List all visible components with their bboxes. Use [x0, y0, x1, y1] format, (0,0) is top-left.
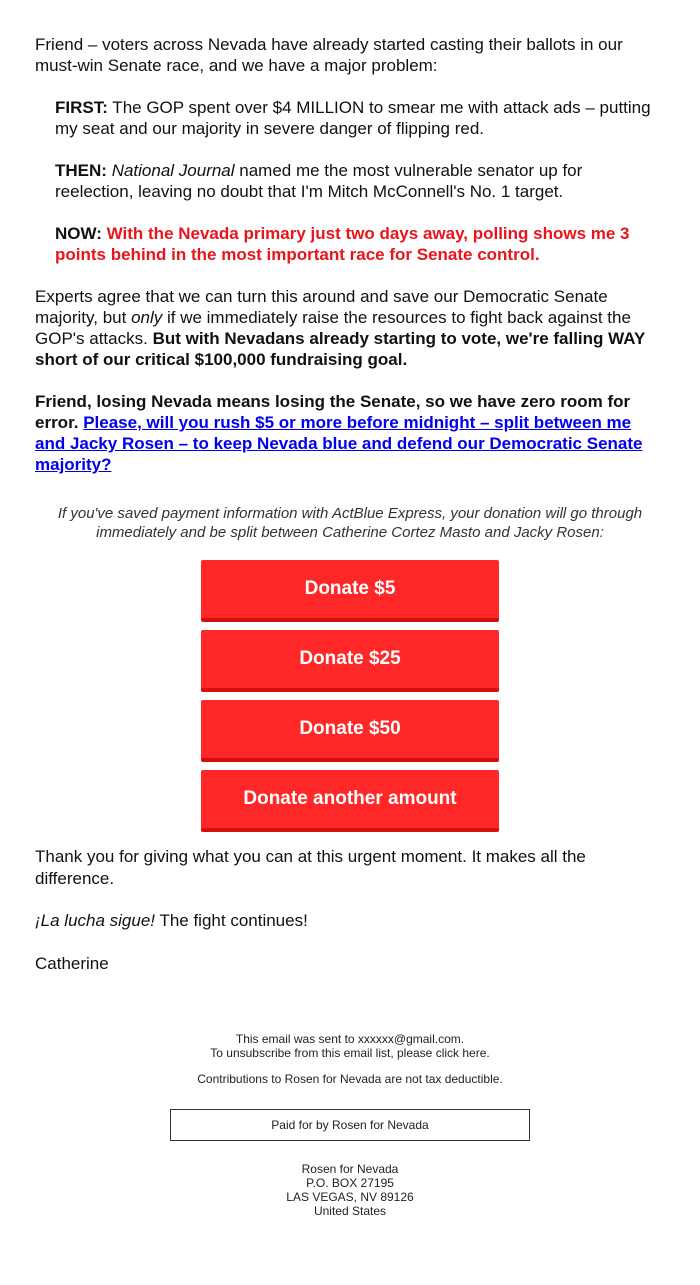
first-text: The GOP spent over $4 MILLION to smear me with attack ads – putting my seat and our majority in severe danger of flipping red. [55, 98, 651, 138]
experts-text-a: Experts agree that we can turn this around and save our Democratic Senate majority, but [35, 287, 608, 327]
intro-text: Friend – voters across Nevada have already started casting their ballots in our must-win Senate race, and we have a major problem: [35, 35, 623, 75]
contributions-note: Contributions to Rosen for Nevada are not tax deductible. [197, 1072, 503, 1086]
now-text: With the Nevada primary just two days away, polling shows me 3 points behind in the most important race for Senate control. [55, 224, 630, 264]
donate-other-button[interactable]: Donate another amount [201, 770, 499, 832]
sent-to-line [0, 1032, 700, 1046]
intro-paragraph [35, 34, 665, 76]
donate-5-button[interactable]: Donate $5 [201, 560, 499, 622]
unsubscribe-prefix: To unsubscribe from this email list, please [210, 1046, 436, 1060]
mailing-address [0, 1162, 700, 1218]
unsubscribe-line [0, 1046, 700, 1060]
then-label: THEN: [55, 161, 107, 180]
first-label: FIRST: [55, 98, 108, 117]
address-line-4: United States [313, 1204, 387, 1218]
appeal-bold: Friend, losing Nevada means losing the Senate, so we have zero room for error. [35, 392, 631, 432]
footer [0, 1032, 700, 1218]
experts-paragraph [35, 286, 665, 370]
lucha-text: The fight continues! [155, 911, 308, 930]
now-label: NOW: [55, 224, 102, 243]
appeal-donate-link[interactable]: Please, will you rush $5 or more before midnight – split between me and Jacky Rosen – to keep Nevada blue and defend our Democratic Senate majority? [35, 413, 643, 474]
unsubscribe-suffix: . [486, 1046, 490, 1060]
journal-name: National Journal [111, 161, 235, 180]
donate-buttons [35, 560, 665, 832]
sent-prefix: This email was sent to [235, 1032, 358, 1046]
lucha-paragraph [35, 910, 665, 931]
donate-25-button[interactable]: Donate $25 [201, 630, 499, 692]
thanks-paragraph: Thank you for giving what you can at this urgent moment. It makes all the difference. [35, 847, 586, 888]
experts-text-b: if we immediately raise the resources to fight back against the GOP's attacks. [35, 308, 631, 348]
then-paragraph [35, 160, 665, 202]
donate-50-button[interactable]: Donate $50 [201, 700, 499, 762]
address-line-2: P.O. BOX 27195 [306, 1176, 394, 1190]
address-line-1: Rosen for Nevada [301, 1162, 399, 1176]
sent-suffix: . [460, 1032, 465, 1046]
then-text: named me the most vulnerable senator up for reelection, leaving no doubt that I'm Mitch McConnell's No. 1 target. [55, 161, 583, 201]
recipient-email: xxxxxx@gmail.com [357, 1032, 461, 1046]
signature: Catherine [35, 954, 109, 973]
appeal-paragraph [35, 391, 665, 475]
experts-bold: But with Nevadans already starting to vote, we're falling WAY short of our critical $100,000 fundraising goal. [35, 329, 646, 369]
experts-only: only [131, 308, 163, 327]
now-paragraph [35, 223, 665, 265]
actblue-note: If you've saved payment information with ActBlue Express, your donation will go through immediately and be split between Catherine Cortez Masto and Jacky Rosen: [57, 505, 643, 541]
address-line-3: LAS VEGAS, NV 89126 [286, 1190, 414, 1204]
lucha-italic: ¡La lucha sigue! [35, 911, 156, 930]
unsubscribe-link[interactable]: click here [435, 1046, 487, 1060]
paid-for-box: Paid for by Rosen for Nevada [170, 1109, 530, 1141]
email-body [35, 34, 665, 974]
first-paragraph [35, 97, 665, 139]
